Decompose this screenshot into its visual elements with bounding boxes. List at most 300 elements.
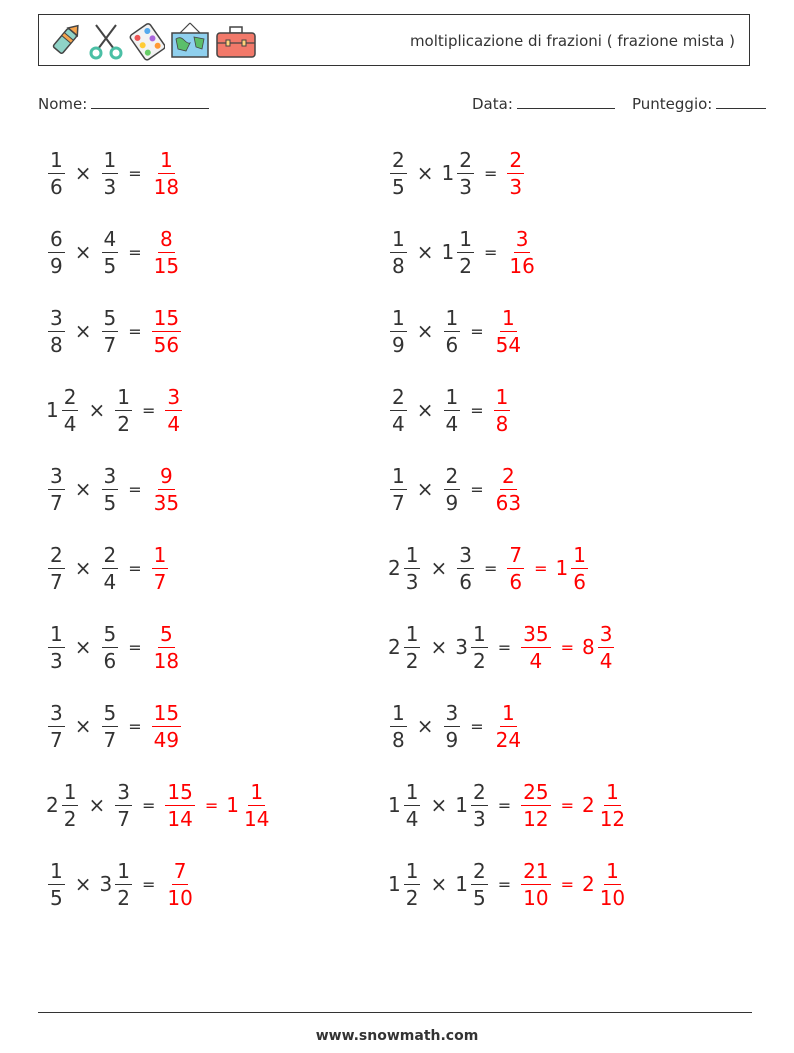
fraction (598, 621, 615, 673)
name-label: Nome: (38, 95, 88, 113)
operand-b (441, 147, 476, 199)
denominator: 3 (459, 174, 472, 199)
times-sign: × (416, 319, 434, 343)
answer-fraction (507, 226, 536, 278)
fraction (404, 779, 421, 831)
denominator: 7 (50, 569, 63, 594)
equals-sign: = (128, 716, 142, 736)
times-sign: × (416, 161, 434, 185)
denominator: 18 (153, 648, 180, 673)
denominator: 6 (103, 648, 117, 673)
whole-number: 8 (581, 635, 595, 659)
answer-fraction (494, 463, 523, 515)
operand-a (388, 147, 409, 199)
answer (505, 226, 538, 278)
equals-sign: = (560, 637, 574, 657)
answer-fraction (507, 147, 524, 199)
operand-b (100, 463, 121, 515)
denominator: 2 (405, 885, 419, 910)
times-sign: × (74, 477, 92, 501)
fraction (471, 621, 488, 673)
fraction (457, 147, 474, 199)
equals-sign: = (128, 558, 142, 578)
answer-fraction (165, 779, 194, 831)
problem-item (46, 138, 183, 208)
times-sign: × (88, 793, 106, 817)
numerator: 1 (392, 226, 405, 251)
denominator: 4 (167, 411, 181, 436)
denominator: 4 (445, 411, 459, 436)
answer-mixed-number (581, 779, 629, 831)
equals-sign: = (560, 874, 574, 894)
denominator: 12 (523, 806, 549, 831)
denominator: 9 (50, 253, 63, 278)
equals-sign: = (483, 558, 498, 578)
whole-number: 2 (581, 872, 595, 896)
numerator: 1 (153, 542, 167, 567)
denominator: 8 (392, 253, 405, 278)
denominator: 14 (167, 806, 193, 831)
numerator: 5 (160, 621, 173, 646)
numerator: 1 (405, 858, 419, 883)
fraction (571, 542, 588, 594)
numerator: 8 (160, 226, 173, 251)
numerator: 1 (250, 779, 264, 804)
equals-sign: = (141, 400, 156, 420)
fraction (62, 779, 79, 831)
numerator: 2 (472, 858, 486, 883)
operand-a (388, 542, 422, 594)
fraction (48, 463, 65, 515)
operand-a (388, 779, 422, 831)
numerator: 1 (50, 147, 63, 172)
fraction (444, 384, 461, 436)
paint-palette-icon (129, 21, 165, 61)
numerator: 2 (392, 384, 405, 409)
denominator: 3 (103, 174, 117, 199)
date-blank[interactable] (517, 94, 615, 109)
numerator: 5 (103, 305, 117, 330)
score-label: Punteggio: (632, 95, 713, 113)
denominator: 6 (509, 569, 523, 594)
briefcase-icon (215, 21, 257, 61)
answer (150, 305, 183, 357)
denominator: 8 (50, 332, 63, 357)
numerator: 15 (153, 700, 180, 725)
problem-item (46, 217, 183, 287)
whole-number: 2 (388, 635, 401, 659)
answer (492, 305, 525, 357)
fraction (457, 226, 474, 278)
numerator: 5 (103, 700, 117, 725)
fraction (404, 621, 421, 673)
numerator: 25 (523, 779, 549, 804)
operand-a (388, 700, 409, 752)
fraction (390, 147, 407, 199)
operand-b (442, 700, 463, 752)
denominator: 6 (573, 569, 586, 594)
numerator: 1 (50, 858, 63, 883)
numerator: 3 (50, 463, 63, 488)
times-sign: × (416, 240, 434, 264)
operand-a (46, 621, 67, 673)
fraction (115, 858, 132, 910)
whole-number: 1 (441, 240, 455, 264)
operand-a (388, 305, 409, 357)
numerator: 2 (472, 779, 486, 804)
fraction (404, 542, 421, 594)
equals-sign: = (483, 242, 498, 262)
fraction (598, 779, 627, 831)
fraction (48, 305, 65, 357)
denominator: 2 (472, 648, 486, 673)
answer (492, 700, 525, 752)
operand-a (388, 858, 422, 910)
problem-item (46, 533, 170, 603)
denominator: 9 (392, 332, 405, 357)
denominator: 6 (50, 174, 63, 199)
problem-item (46, 770, 273, 840)
whole-number: 1 (555, 556, 569, 580)
operand-b (455, 542, 476, 594)
numerator: 1 (445, 384, 459, 409)
problem-item (46, 612, 183, 682)
answer-fraction (494, 700, 523, 752)
whole-number: 1 (388, 872, 401, 896)
numerator: 2 (445, 463, 459, 488)
denominator: 14 (243, 806, 270, 831)
answer (150, 621, 183, 673)
operand-a (46, 226, 67, 278)
operand-a (46, 700, 67, 752)
operand-a (46, 147, 67, 199)
times-sign: × (74, 161, 92, 185)
answer (150, 147, 183, 199)
equals-sign: = (497, 874, 512, 894)
fraction (48, 226, 65, 278)
answer-fraction (152, 226, 181, 278)
answer (519, 779, 629, 831)
fraction (390, 305, 407, 357)
fraction (102, 621, 119, 673)
answer (163, 779, 273, 831)
times-sign: × (416, 714, 434, 738)
fraction (48, 858, 65, 910)
numerator: 1 (502, 305, 515, 330)
denominator: 9 (445, 490, 459, 515)
whole-number: 1 (388, 793, 401, 817)
times-sign: × (430, 556, 448, 580)
fraction (48, 700, 65, 752)
numerator: 1 (392, 700, 405, 725)
operand-b (113, 779, 134, 831)
denominator: 16 (509, 253, 535, 278)
denominator: 10 (523, 885, 549, 910)
denominator: 7 (103, 332, 117, 357)
numerator: 9 (160, 463, 173, 488)
operand-b (100, 226, 121, 278)
operand-a (46, 542, 67, 594)
denominator: 4 (405, 806, 419, 831)
operand-b (100, 621, 121, 673)
denominator: 4 (599, 648, 613, 673)
answer (505, 542, 590, 594)
operand-a (46, 779, 80, 831)
numerator: 1 (445, 305, 459, 330)
times-sign: × (74, 714, 92, 738)
operand-b (100, 305, 121, 357)
denominator: 2 (117, 411, 130, 436)
numerator: 1 (405, 621, 419, 646)
fraction (444, 463, 461, 515)
equals-sign: = (497, 795, 512, 815)
answer (150, 542, 171, 594)
denominator: 49 (153, 727, 180, 752)
denominator: 2 (459, 253, 472, 278)
numerator: 1 (103, 147, 117, 172)
numerator: 1 (63, 779, 77, 804)
answer (150, 700, 183, 752)
operand-b (100, 542, 121, 594)
problem-item (46, 691, 183, 761)
denominator: 35 (153, 490, 180, 515)
numerator: 3 (50, 700, 63, 725)
whole-number: 1 (441, 161, 455, 185)
numerator: 1 (606, 779, 619, 804)
operand-b (442, 463, 463, 515)
worksheet-title: moltiplicazione di frazioni ( frazione mista ) (409, 32, 735, 50)
answer (163, 858, 196, 910)
scissors-icon (88, 21, 124, 61)
footer-url: www.snowmath.com (315, 1028, 479, 1044)
numerator: 3 (599, 621, 613, 646)
problem-item (388, 612, 616, 682)
denominator: 6 (445, 332, 459, 357)
equals-sign: = (204, 795, 219, 815)
denominator: 2 (117, 885, 130, 910)
operand-b (442, 305, 463, 357)
problem-item (388, 849, 629, 919)
denominator: 12 (599, 806, 626, 831)
times-sign: × (74, 240, 92, 264)
numerator: 3 (445, 700, 459, 725)
numerator: 1 (392, 305, 405, 330)
operand-a (46, 858, 67, 910)
numerator: 35 (523, 621, 549, 646)
numerator: 1 (117, 858, 130, 883)
numerator: 2 (502, 463, 515, 488)
date-label: Data: (472, 95, 513, 113)
answer-mixed-number (226, 779, 273, 831)
answer (150, 226, 183, 278)
numerator: 1 (50, 621, 63, 646)
numerator: 1 (606, 858, 619, 883)
whole-number: 3 (455, 635, 468, 659)
answer-fraction (165, 384, 182, 436)
whole-number: 2 (388, 556, 401, 580)
numerator: 2 (509, 147, 523, 172)
denominator: 5 (472, 885, 486, 910)
operand-a (388, 226, 409, 278)
numerator: 6 (50, 226, 63, 251)
denominator: 24 (495, 727, 522, 752)
operand-b (455, 621, 489, 673)
name-field (38, 94, 209, 113)
equals-sign: = (560, 795, 574, 815)
numerator: 3 (515, 226, 529, 251)
fraction (471, 779, 488, 831)
answer-fraction (152, 147, 181, 199)
equals-sign: = (497, 637, 512, 657)
fraction (48, 542, 65, 594)
whole-number: 1 (46, 398, 59, 422)
operand-a (46, 305, 67, 357)
times-sign: × (416, 398, 434, 422)
numerator: 5 (103, 621, 117, 646)
answer-fraction (521, 621, 550, 673)
denominator: 7 (117, 806, 130, 831)
fraction (102, 463, 119, 515)
fraction (115, 384, 132, 436)
denominator: 63 (495, 490, 522, 515)
equals-sign: = (128, 163, 142, 183)
fraction (390, 226, 407, 278)
operand-b (442, 384, 463, 436)
answer (150, 463, 183, 515)
fraction (102, 305, 119, 357)
fraction (444, 305, 461, 357)
answer-fraction (152, 542, 169, 594)
denominator: 3 (50, 648, 63, 673)
fraction (62, 384, 79, 436)
denominator: 9 (445, 727, 459, 752)
numerator: 15 (153, 305, 180, 330)
denominator: 2 (405, 648, 419, 673)
answer (163, 384, 184, 436)
fraction (48, 621, 65, 673)
denominator: 7 (153, 569, 167, 594)
denominator: 15 (153, 253, 180, 278)
fraction (102, 226, 119, 278)
answer-mixed-number (581, 621, 616, 673)
header-box (38, 14, 750, 66)
fraction (390, 384, 407, 436)
numerator: 1 (495, 384, 509, 409)
problem-item (388, 217, 539, 287)
denominator: 6 (459, 569, 472, 594)
operand-a (388, 463, 409, 515)
score-blank[interactable] (716, 94, 766, 109)
problem-item (388, 770, 629, 840)
numerator: 3 (167, 384, 181, 409)
numerator: 2 (103, 542, 117, 567)
numerator: 15 (167, 779, 193, 804)
name-blank[interactable] (91, 94, 209, 109)
denominator: 10 (167, 885, 193, 910)
whole-number: 2 (581, 793, 595, 817)
denominator: 3 (509, 174, 523, 199)
answer-fraction (152, 700, 181, 752)
numerator: 21 (523, 858, 549, 883)
fraction (598, 858, 627, 910)
operand-a (388, 621, 422, 673)
denominator: 4 (392, 411, 405, 436)
answer-fraction (494, 384, 511, 436)
equals-sign: = (470, 321, 484, 341)
numerator: 1 (573, 542, 586, 567)
whole-number: 3 (99, 872, 113, 896)
whole-number: 1 (455, 872, 468, 896)
denominator: 7 (392, 490, 405, 515)
times-sign: × (430, 872, 448, 896)
operand-b (455, 779, 489, 831)
times-sign: × (74, 872, 92, 896)
problem-item (46, 849, 197, 919)
answer-fraction (521, 779, 550, 831)
denominator: 7 (50, 490, 63, 515)
denominator: 5 (392, 174, 405, 199)
problem-item (388, 533, 590, 603)
denominator: 18 (153, 174, 180, 199)
whole-number: 1 (226, 793, 239, 817)
equals-sign: = (128, 479, 142, 499)
answer (492, 384, 513, 436)
denominator: 2 (63, 806, 77, 831)
answer-mixed-number (581, 858, 629, 910)
numerator: 1 (160, 147, 173, 172)
denominator: 4 (103, 569, 117, 594)
score-field (632, 94, 766, 113)
operand-b (100, 147, 121, 199)
numerator: 2 (459, 147, 472, 172)
numerator: 3 (103, 463, 117, 488)
answer-fraction (152, 305, 181, 357)
fraction (102, 700, 119, 752)
numerator: 2 (63, 384, 77, 409)
numerator: 7 (509, 542, 523, 567)
equals-sign: = (470, 400, 484, 420)
answer (519, 621, 616, 673)
fraction (102, 147, 119, 199)
answer-fraction (152, 621, 181, 673)
denominator: 5 (50, 885, 63, 910)
answer-fraction (152, 463, 181, 515)
date-field (472, 94, 615, 113)
denominator: 4 (529, 648, 543, 673)
denominator: 8 (392, 727, 405, 752)
answer (505, 147, 526, 199)
fraction (404, 858, 421, 910)
denominator: 54 (495, 332, 522, 357)
equals-sign: = (470, 716, 484, 736)
header-icons (47, 20, 257, 62)
fraction (102, 542, 119, 594)
denominator: 10 (599, 885, 626, 910)
denominator: 56 (153, 332, 180, 357)
equals-sign: = (483, 163, 498, 183)
denominator: 7 (50, 727, 63, 752)
problem-item (388, 138, 526, 208)
denominator: 7 (103, 727, 117, 752)
map-poster-icon (170, 21, 210, 61)
problem-item (388, 296, 525, 366)
operand-b (113, 384, 134, 436)
fraction (48, 147, 65, 199)
numerator: 4 (103, 226, 117, 251)
operand-b (100, 700, 121, 752)
fraction (457, 542, 474, 594)
equals-sign: = (534, 558, 548, 578)
